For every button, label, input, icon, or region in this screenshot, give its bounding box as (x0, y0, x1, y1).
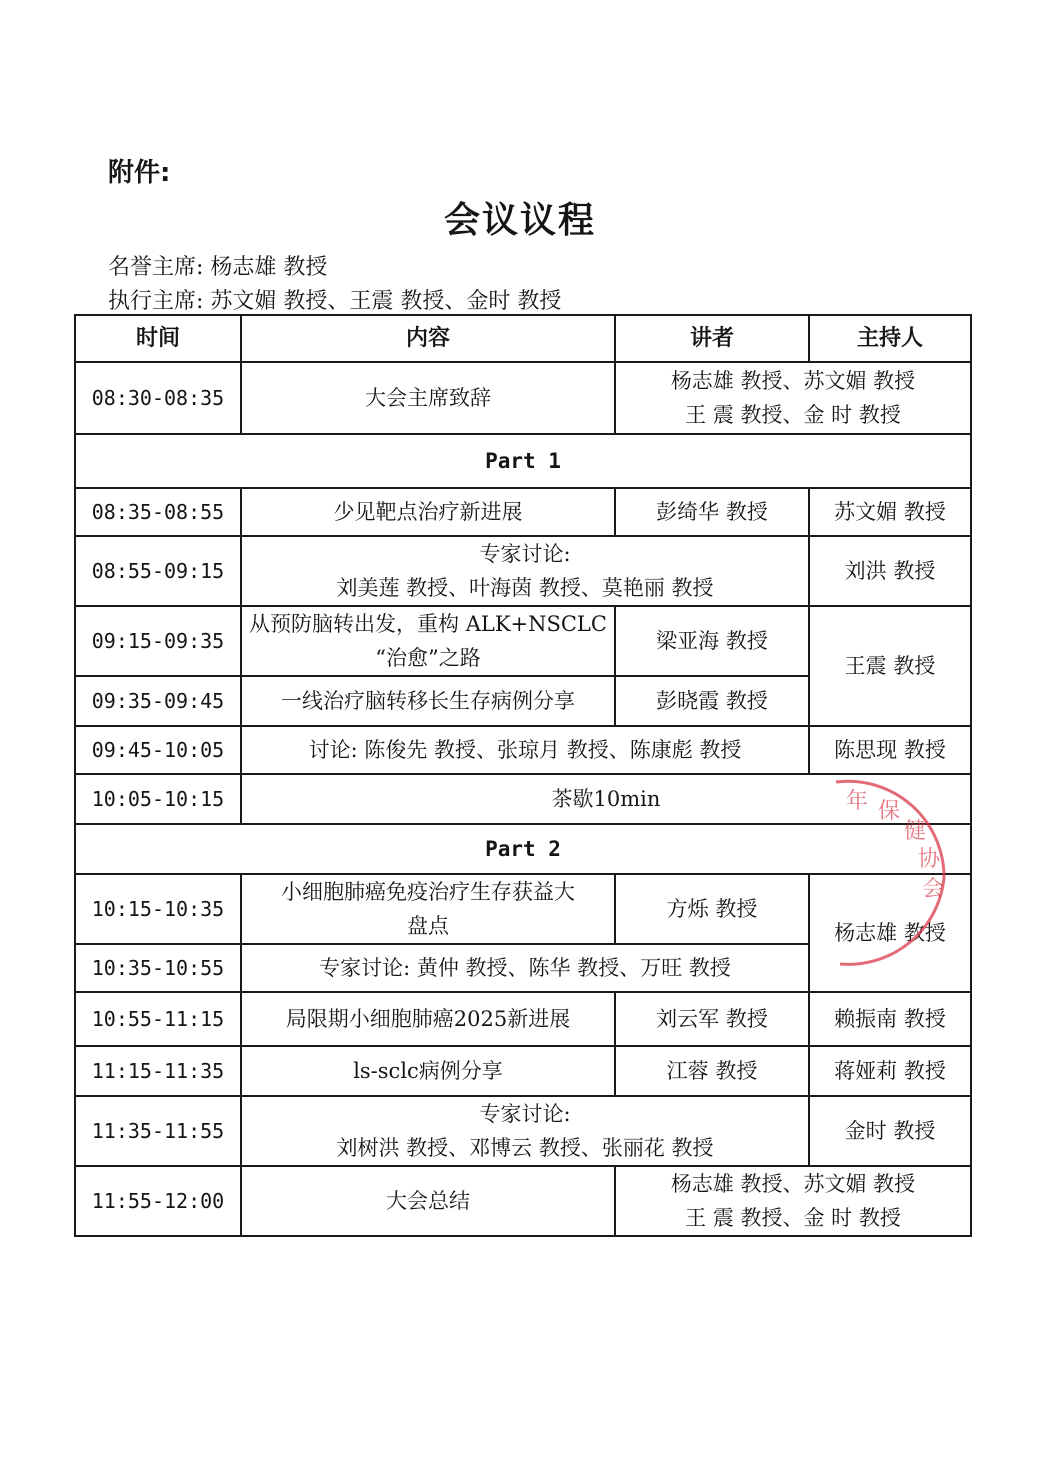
cell-content: 大会总结 (241, 1166, 615, 1236)
cell-content (241, 1096, 809, 1166)
content-line: 小细胞肺癌免疫治疗生存获益大 (281, 880, 575, 904)
cell-host: 杨志雄 教授 (809, 874, 971, 992)
honorary-chair: 名誉主席: 杨志雄 教授 (108, 255, 328, 280)
svg-text:保: 保 (878, 799, 901, 824)
speaker-line: 杨志雄 教授、苏文媚 教授 (670, 1172, 916, 1196)
cell-speaker: 彭绮华 教授 (615, 488, 809, 536)
cell-content: 大会主席致辞 (241, 362, 615, 434)
svg-text:会: 会 (922, 877, 945, 902)
cell-host: 王震 教授 (809, 606, 971, 726)
svg-text:年: 年 (846, 789, 869, 814)
cell-host: 陈思现 教授 (809, 726, 971, 774)
cell-host: 赖振南 教授 (809, 992, 971, 1046)
part-row (75, 824, 971, 874)
executive-chair: 执行主席: 苏文媚 教授、王震 教授、金时 教授 (108, 289, 562, 314)
content-line: 盘点 (407, 914, 449, 938)
table-row (75, 488, 971, 536)
cell-time: 11:15-11:35 (75, 1046, 241, 1096)
content-line: 刘美莲 教授、叶海茵 教授、莫艳丽 教授 (336, 576, 714, 600)
cell-host: 蒋娅莉 教授 (809, 1046, 971, 1096)
svg-text:健: 健 (904, 819, 927, 844)
page-title: 会议议程 (443, 200, 596, 241)
cell-content: 讨论: 陈俊先 教授、张琼月 教授、陈康彪 教授 (241, 726, 809, 774)
table-row (75, 1166, 971, 1236)
table-row (75, 606, 971, 676)
attachment-label: 附件: (108, 158, 171, 188)
table-row (75, 874, 971, 944)
cell-content: 少见靶点治疗新进展 (241, 488, 615, 536)
header-host: 主持人 (809, 315, 971, 362)
cell-speaker: 方烁 教授 (615, 874, 809, 944)
cell-time: 08:35-08:55 (75, 488, 241, 536)
cell-time: 08:55-09:15 (75, 536, 241, 606)
cell-host: 金时 教授 (809, 1096, 971, 1166)
cell-content: 局限期小细胞肺癌2025新进展 (241, 992, 615, 1046)
table-row (75, 774, 971, 824)
agenda-table (74, 314, 972, 1237)
table-row (75, 362, 971, 434)
cell-speaker: 梁亚海 教授 (615, 606, 809, 676)
part-2-label: Part 2 (75, 824, 971, 874)
table-row (75, 726, 971, 774)
content-line: 专家讨论: (479, 542, 571, 566)
header-speaker: 讲者 (615, 315, 809, 362)
cell-content (241, 606, 615, 676)
table-row (75, 536, 971, 606)
cell-time: 11:35-11:55 (75, 1096, 241, 1166)
header-content: 内容 (241, 315, 615, 362)
speaker-line: 王 震 教授、金 时 教授 (685, 1206, 901, 1230)
cell-time: 11:55-12:00 (75, 1166, 241, 1236)
content-line: 从预防脑转出发，重构 ALK+NSCLC (249, 612, 607, 636)
cell-time: 10:15-10:35 (75, 874, 241, 944)
cell-speakers (615, 362, 971, 434)
cell-speakers (615, 1166, 971, 1236)
table-row (75, 1096, 971, 1166)
cell-content: ls-sclc病例分享 (241, 1046, 615, 1096)
cell-host: 苏文媚 教授 (809, 488, 971, 536)
cell-time: 09:35-09:45 (75, 676, 241, 726)
cell-time: 10:05-10:15 (75, 774, 241, 824)
cell-content: 专家讨论: 黄仲 教授、陈华 教授、万旺 教授 (241, 944, 809, 992)
speaker-line: 王 震 教授、金 时 教授 (685, 403, 901, 427)
content-line: “治愈”之路 (375, 646, 481, 670)
cell-time: 10:55-11:15 (75, 992, 241, 1046)
cell-time: 09:45-10:05 (75, 726, 241, 774)
header-time: 时间 (75, 315, 241, 362)
table-row (75, 992, 971, 1046)
svg-text:协: 协 (918, 847, 941, 872)
cell-time: 08:30-08:35 (75, 362, 241, 434)
cell-speaker: 江蓉 教授 (615, 1046, 809, 1096)
cell-content (241, 536, 809, 606)
table-row (75, 1046, 971, 1096)
content-line: 专家讨论: (479, 1102, 571, 1126)
cell-time: 09:15-09:35 (75, 606, 241, 676)
part-row (75, 434, 971, 488)
cell-time: 10:35-10:55 (75, 944, 241, 992)
cell-speaker: 刘云军 教授 (615, 992, 809, 1046)
cell-content: 一线治疗脑转移长生存病例分享 (241, 676, 615, 726)
part-1-label: Part 1 (75, 434, 971, 488)
cell-content (241, 874, 615, 944)
cell-speaker: 彭晓霞 教授 (615, 676, 809, 726)
table-header-row (75, 315, 971, 362)
content-line: 刘树洪 教授、邓博云 教授、张丽花 教授 (336, 1136, 714, 1160)
speaker-line: 杨志雄 教授、苏文媚 教授 (670, 369, 916, 393)
cell-content: 茶歇10min (241, 774, 971, 824)
cell-host: 刘洪 教授 (809, 536, 971, 606)
